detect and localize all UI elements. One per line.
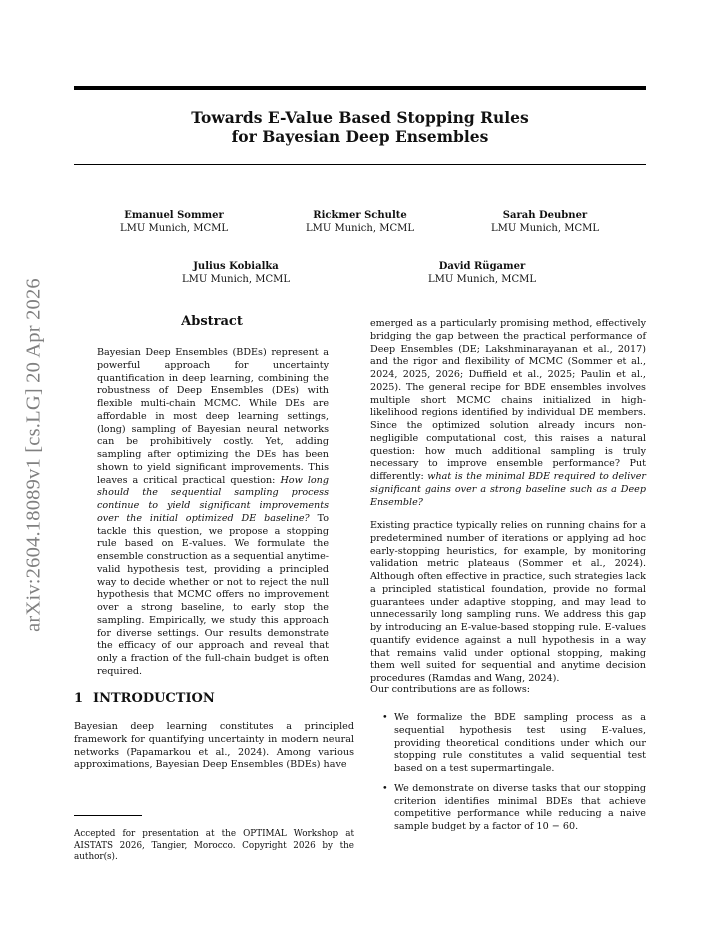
arxiv-stamp-text: arXiv:2604.18089v1 [cs.LG] 20 Apr 2026 bbox=[22, 278, 45, 632]
title-line-1: Towards E-Value Based Stopping Rules bbox=[191, 108, 529, 127]
author-block bbox=[260, 209, 460, 235]
section-title: INTRODUCTION bbox=[93, 691, 215, 706]
abstract-question: How long should the sequential sampling process continue to yield significant improvements over the initial optimized DE baseline? bbox=[97, 474, 329, 524]
author-name: Rickmer Schulte bbox=[313, 210, 407, 221]
author-block bbox=[445, 209, 645, 235]
title-rule bbox=[74, 164, 646, 165]
research-question: what is the minimal BDE required to deliver significant gains over a strong baseline such as a Deep Ensemble? bbox=[370, 471, 646, 508]
author-affiliation: LMU Munich, MCML bbox=[491, 223, 599, 234]
top-rule bbox=[74, 86, 646, 90]
author-affiliation: LMU Munich, MCML bbox=[428, 274, 536, 285]
author-name: Emanuel Sommer bbox=[124, 210, 224, 221]
author-name: Sarah Deubner bbox=[502, 210, 588, 221]
author-affiliation: LMU Munich, MCML bbox=[120, 223, 228, 234]
title-line-2: for Bayesian Deep Ensembles bbox=[231, 127, 489, 146]
bullet-marker: • bbox=[382, 712, 388, 723]
footnote: Accepted for presentation at the OPTIMAL Workshop at AISTATS 2026, Tangier, Morocco. Copyright 2026 by the author(s). bbox=[74, 829, 354, 862]
bullet-marker: • bbox=[382, 782, 388, 794]
paragraph-text: emerged as a particularly promising method, effectively bridging the gap between the practical performance of Deep Ensembles (DE; Lakshminarayanan et al., 2017) and the rigor and flexibility of MCMC (Sommer et al., 2024, 2025, 2026; Duffield et al., 2025; Paulin et al., 2025). The general recipe for BDE ensembles involves multiple short MCMC chains initialized in high-likelihood regions identified by individual DE members. Since the optimized solution already incurs non-negligible computational cost, this raises a natural question: how much additional sampling is truly necessary to improve ensemble performance? Put differently: bbox=[370, 318, 646, 482]
author-block bbox=[382, 260, 582, 286]
paper-title bbox=[74, 108, 646, 146]
list-item bbox=[380, 712, 646, 776]
author-name: Julius Kobialka bbox=[193, 261, 279, 272]
section-heading bbox=[74, 691, 215, 706]
author-name: David Rügamer bbox=[438, 261, 526, 272]
abstract-body bbox=[97, 347, 329, 679]
list-item-text: We formalize the BDE sampling process as a sequential hypothesis test using E-values, providing theoretical conditions under which our stopping rule constitutes a valid sequential test based on a test supermartingale. bbox=[394, 712, 646, 774]
author-affiliation: LMU Munich, MCML bbox=[182, 274, 290, 285]
list-item-text: We demonstrate on diverse tasks that our stopping criterion identifies minimal BDEs that achieve competitive performance while reducing a naive sample budget by a factor of 10 − 60. bbox=[394, 782, 646, 832]
abstract-text: Bayesian Deep Ensembles (BDEs) represent a powerful approach for uncertainty quantification in deep learning, combining the robustness of Deep Ensembles (DEs) with flexible multi-chain MCMC. While DEs are affordable in most deep learning settings, (long) sampling of Bayesian neural networks can be prohibitively costly. Yet, adding sampling after optimizing the DEs has been shown to yield significant improvements. This leaves a critical practical question: bbox=[97, 347, 329, 486]
intro-paragraph: Bayesian deep learning constitutes a principled framework for quantifying uncertainty in modern neural networks (Papamarkou et al., 2024). Among various approximations, Bayesian Deep Ensembles (BDEs) have bbox=[74, 721, 354, 771]
footnote-rule bbox=[74, 815, 142, 816]
abstract-text: To tackle this question, we propose a stopping rule based on E-values. We formulate the ensemble construction as a sequential anytime-valid hypothesis test, providing a principled way to decide whether or not to reject the null hypothesis that MCMC offers no improvement over a strong baseline, to early stop the sampling. Empirically, we study this approach for diverse settings. Our results demonstrate the efficacy of our approach and reveal that only a fraction of the full-chain budget is often required. bbox=[97, 512, 329, 677]
section-number: 1 bbox=[74, 691, 84, 706]
right-paragraph bbox=[370, 318, 646, 509]
author-block bbox=[136, 260, 336, 286]
contributions-intro: Our contributions are as follows: bbox=[370, 684, 531, 695]
author-block bbox=[74, 209, 274, 235]
arxiv-stamp bbox=[16, 265, 52, 645]
list-item bbox=[380, 783, 646, 834]
author-affiliation: LMU Munich, MCML bbox=[306, 223, 414, 234]
contributions-list bbox=[380, 712, 646, 841]
abstract-heading: Abstract bbox=[181, 314, 243, 329]
right-paragraph: Existing practice typically relies on running chains for a predetermined number of iterations or applying ad hoc early-stopping heuristics, for example, by monitoring validation metric plateaus (Sommer et al., 2024). Although often effective in practice, such strategies lack a principled statistical foundation, provide no formal guarantees under adaptive stopping, and may lead to unnecessarily long sampling runs. We address this gap by introducing an E-value-based stopping rule. E-values quantify evidence against a null hypothesis in a way that remains valid under optional stopping, making them well suited for sequential and anytime decision procedures (Ramdas and Wang, 2024). bbox=[370, 520, 646, 684]
